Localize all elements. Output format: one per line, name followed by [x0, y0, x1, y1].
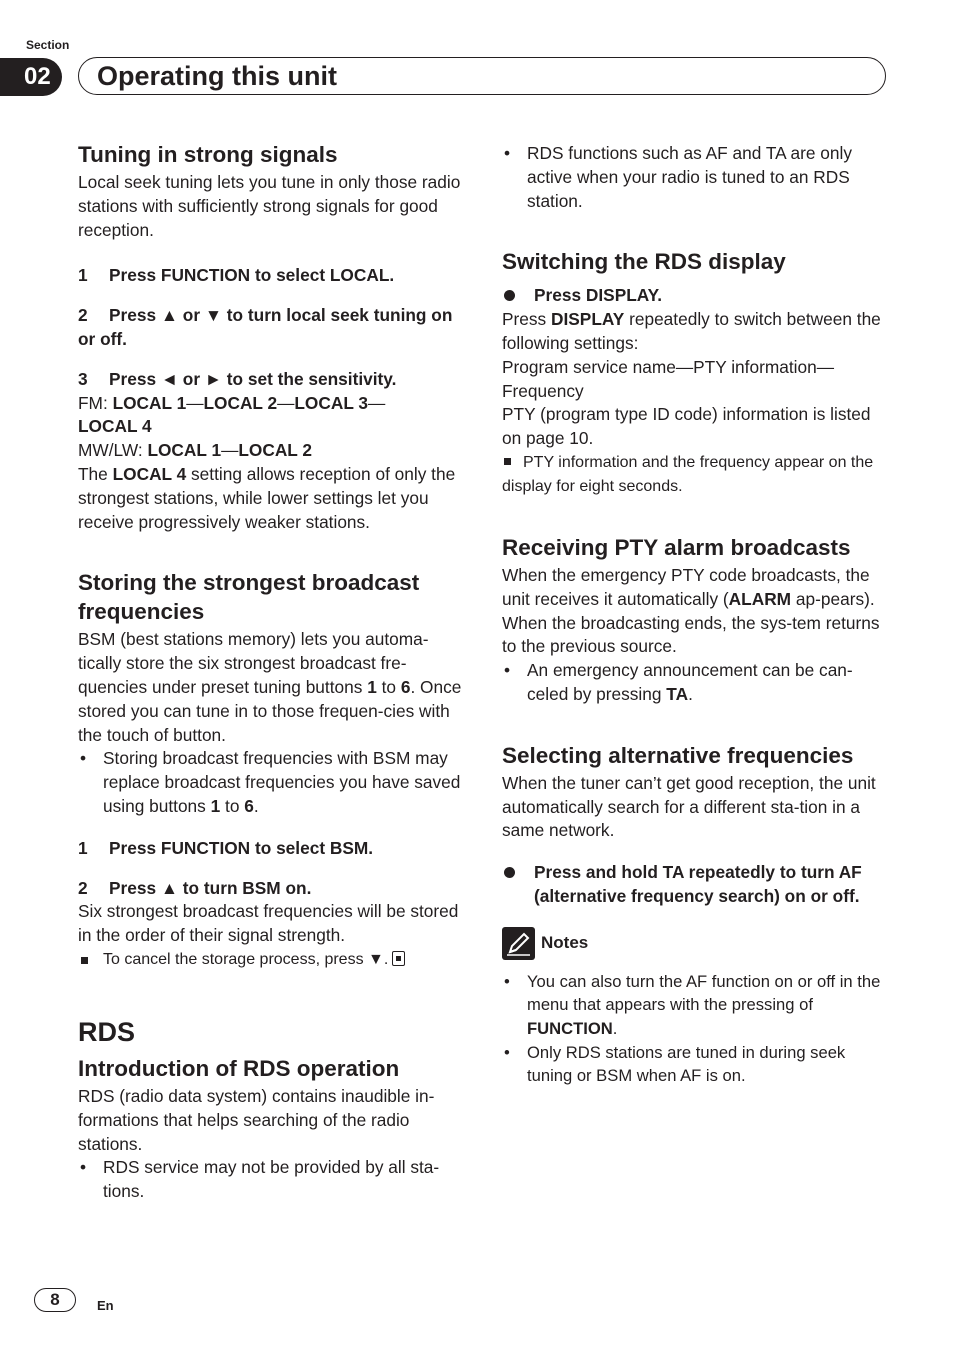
- text-bold: 6: [244, 795, 254, 816]
- text-run: BSM (best stations memory) lets you automa-tically store the six strongest broadcast fre-quencies under preset tuning buttons: [78, 629, 429, 697]
- pty-bullet: [502, 659, 890, 707]
- switch-text: [502, 308, 890, 356]
- bsm-intro: [78, 628, 468, 747]
- text-run: When the emergency PTY code broadcasts, the unit receives it automatically (: [502, 564, 870, 609]
- tuning-heading: Tuning in strong signals: [78, 142, 338, 167]
- spacer: [502, 707, 890, 741]
- text-bold: 1: [210, 795, 221, 816]
- bsm-step-1: [78, 837, 468, 861]
- step-number: 1: [78, 837, 88, 858]
- rds-bullet-2: • RDS functions such as AF and TA are only active when your radio is tuned to an RDS station.: [502, 142, 890, 213]
- step-number: 1: [78, 265, 88, 286]
- text-run: setting allows reception of only the strongest stations, while lower settings let you receive progressively weaker stations.: [78, 463, 456, 532]
- bsm-step-2: [78, 877, 468, 901]
- step-text: Press ▲ or ▼ to turn local seek tuning on or off.: [78, 305, 453, 349]
- note-text: To cancel the storage process, press ▼.: [103, 950, 389, 968]
- fm-label: FM:: [78, 392, 113, 413]
- step-text: Press ▲ to turn BSM on.: [109, 877, 312, 898]
- rds-bullet-1: • RDS service may not be provided by all sta-tions.: [78, 1156, 468, 1204]
- square-bullet-icon: [504, 458, 511, 465]
- text-run: You can also turn the AF function on or off in the menu that appears with the pressing of: [527, 971, 881, 1015]
- mwlw-local-1: LOCAL 1: [147, 440, 222, 461]
- bullet-dot-icon: [504, 290, 515, 301]
- rds-intro-text: RDS (radio data system) contains inaudible in-formations that helps searching of the radio stations.: [78, 1085, 435, 1154]
- tuning-step-3: [78, 368, 468, 392]
- tuning-step-2: [78, 304, 468, 352]
- text-bold: FUNCTION: [527, 1018, 613, 1038]
- note-1: [502, 970, 890, 1041]
- rds-heading: RDS: [78, 1016, 136, 1047]
- notes-label: Notes: [541, 933, 589, 953]
- note-text: PTY information and the frequency appear on the display for eight seconds.: [502, 453, 874, 495]
- text-run: repeatedly to switch between the following settings:: [502, 309, 881, 353]
- text-run: to: [220, 795, 245, 816]
- switch-heading: Switching the RDS display: [502, 249, 786, 275]
- bsm-bullet: [78, 747, 468, 818]
- mwlw-local-2: LOCAL 2: [238, 440, 312, 461]
- section-label: Section: [26, 38, 70, 52]
- fm-local-2: LOCAL 2: [203, 392, 278, 413]
- text-bold: ALARM: [728, 588, 792, 609]
- pty-heading: Receiving PTY alarm broadcasts: [502, 534, 851, 560]
- text-run: .: [612, 1018, 618, 1038]
- fm-local-3: LOCAL 3: [294, 392, 368, 413]
- rds-intro-heading: Introduction of RDS operation: [78, 1055, 400, 1081]
- pty-text: [502, 564, 890, 659]
- switch-step: [502, 284, 890, 308]
- step-text: Press and hold TA repeatedly to turn AF (alternative frequency search) on or off.: [534, 862, 862, 906]
- spacer: [502, 213, 890, 247]
- tuning-step-1: [78, 264, 468, 288]
- bullet-dot-icon: [504, 867, 515, 878]
- switch-note: [502, 451, 890, 499]
- chapter-title: Operating this unit: [97, 61, 337, 91]
- switch-pty: PTY (program type ID code) information is listed on page 10.: [502, 404, 871, 449]
- text-bold: 1: [367, 676, 377, 697]
- switch-options: Program service name—PTY information—Frequency: [502, 356, 834, 401]
- mwlw-label: MW/LW:: [78, 440, 148, 461]
- fm-local-1: LOCAL 1: [112, 392, 187, 413]
- square-bullet-icon: [81, 957, 88, 964]
- text-run: .: [253, 795, 259, 816]
- text-bold: 6: [400, 676, 411, 697]
- step-number: 3: [78, 368, 88, 389]
- dash: —: [277, 392, 295, 413]
- af-text: When the tuner can’t get good reception, the unit automatically search for a different sta-tion in a same network.: [502, 772, 876, 841]
- text-run: ap-pears). When the broadcasting ends, the sys-tem returns to the previous source.: [502, 588, 880, 657]
- dash: —: [186, 392, 204, 413]
- text-run: . Once stored you can tune in to those frequen-cies with the touch of button.: [78, 676, 462, 745]
- mwlw-settings: [78, 439, 468, 463]
- section-number-badge: 02: [0, 58, 62, 96]
- step-text: Press FUNCTION to select LOCAL.: [109, 265, 395, 286]
- text-bold: DISPLAY: [550, 309, 625, 330]
- tuning-intro: Local seek tuning lets you tune in only those radio stations with sufficiently strong signals for good reception.: [78, 172, 461, 240]
- bsm-heading: Storing the strongest broadcast frequencies: [78, 570, 420, 625]
- step-text: Press DISPLAY.: [534, 285, 663, 306]
- text-run: The: [78, 463, 113, 484]
- local4-description: [78, 463, 468, 534]
- text-run: An emergency announcement can be can-celed by pressing: [527, 660, 853, 704]
- text-run: .: [688, 683, 693, 704]
- text-run: Storing broadcast frequencies with BSM may replace broadcast frequencies you have saved using buttons: [103, 748, 461, 816]
- fm-local-4: LOCAL 4: [78, 416, 152, 437]
- left-column: [78, 140, 468, 1204]
- af-heading: Selecting alternative frequencies: [502, 742, 854, 768]
- text-bold: LOCAL 4: [112, 463, 187, 484]
- notes-header: [502, 927, 890, 960]
- dash: —: [221, 440, 239, 461]
- right-column: [502, 142, 890, 1088]
- pencil-note-icon: [502, 927, 535, 960]
- bsm-step-2-text: Six strongest broadcast frequencies will be stored in the order of their signal strength.: [78, 901, 459, 946]
- step-text: Press FUNCTION to select BSM.: [109, 837, 374, 858]
- spacer: [78, 972, 468, 1016]
- spacer: [502, 499, 890, 533]
- af-step: [502, 861, 890, 909]
- spacer: [78, 534, 468, 568]
- page-number: 8: [34, 1288, 76, 1312]
- end-of-section-icon: [392, 951, 405, 966]
- note-2: • Only RDS stations are tuned in during seek tuning or BSM when AF is on.: [502, 1041, 890, 1088]
- bsm-cancel-note: [78, 948, 468, 972]
- step-number: 2: [78, 877, 88, 898]
- text-bold: TA: [666, 683, 689, 704]
- dash: —: [368, 392, 386, 413]
- fm-settings: [78, 392, 468, 440]
- text-run: to: [376, 676, 401, 697]
- language-label: En: [97, 1298, 114, 1313]
- text-run: Press: [502, 309, 551, 330]
- step-number: 2: [78, 305, 88, 326]
- chapter-title-bar: [78, 57, 886, 95]
- step-text: Press ◄ or ► to set the sensitivity.: [109, 368, 397, 389]
